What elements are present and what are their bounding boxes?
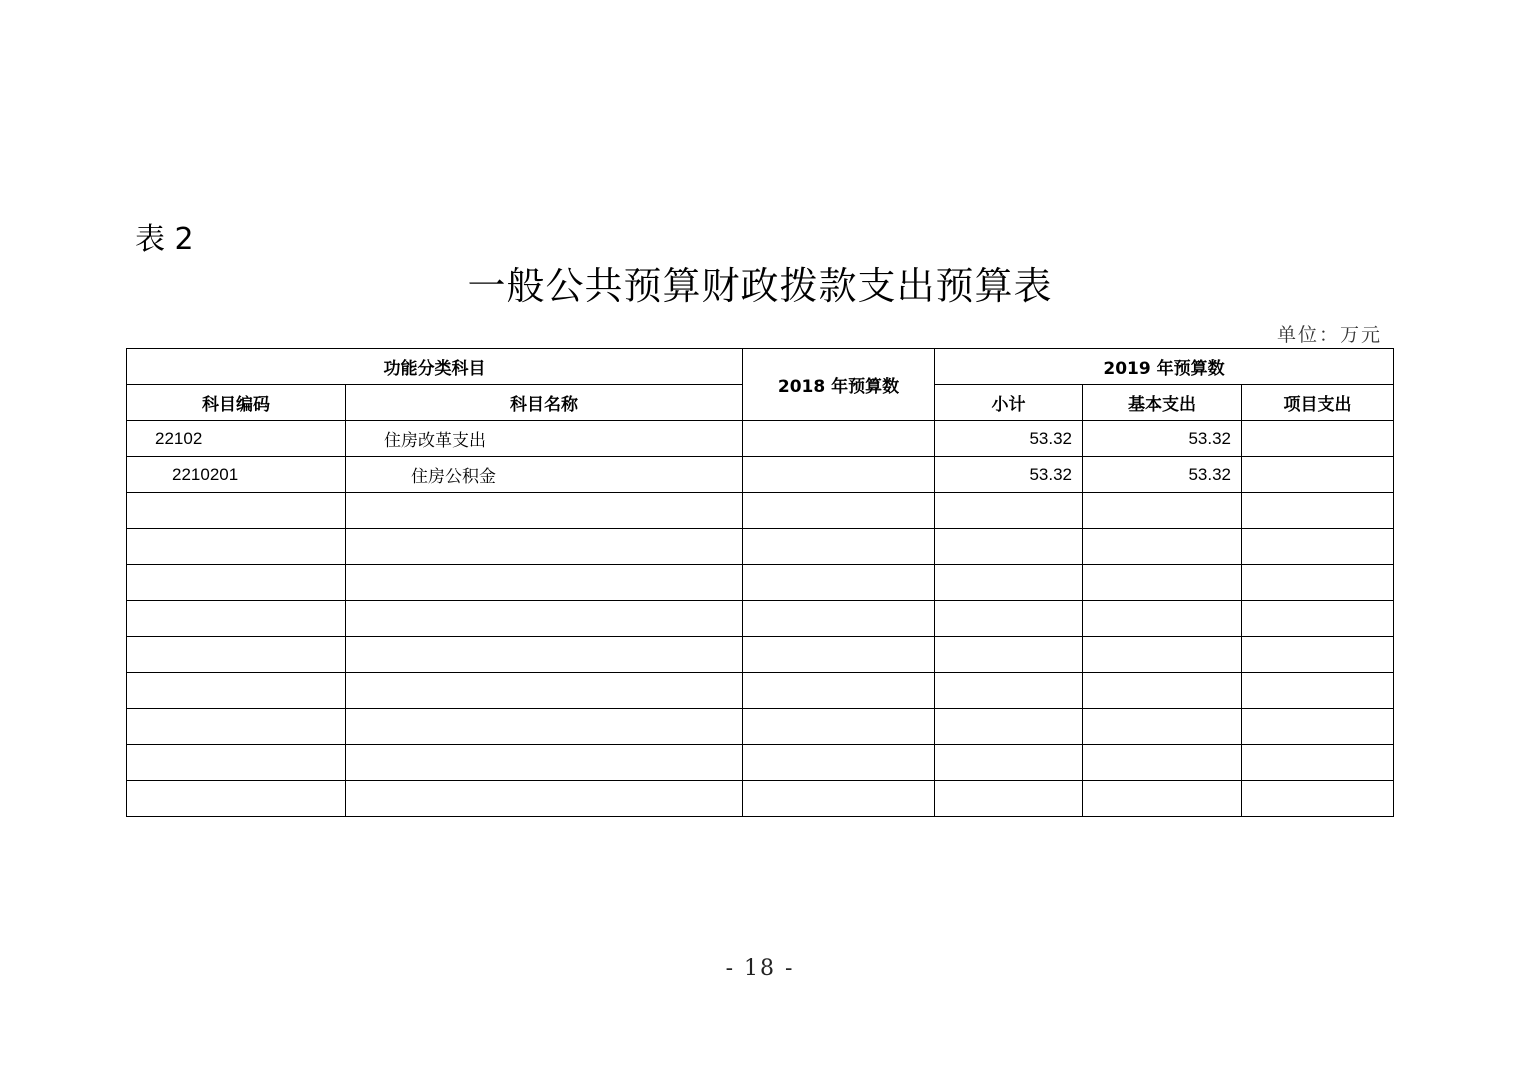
project-cell (1242, 637, 1394, 673)
subtotal-cell (935, 781, 1083, 817)
project-cell (1242, 709, 1394, 745)
project-cell (1242, 493, 1394, 529)
basic-cell (1083, 529, 1242, 565)
project-cell (1242, 601, 1394, 637)
project-cell (1242, 565, 1394, 601)
subtotal-cell: 53.32 (935, 457, 1083, 493)
project-cell (1242, 421, 1394, 457)
name-cell: 住房改革支出 (346, 421, 743, 457)
basic-cell (1083, 637, 1242, 673)
subtotal-cell (935, 709, 1083, 745)
project-cell (1242, 529, 1394, 565)
code-cell (127, 637, 346, 673)
code-cell (127, 709, 346, 745)
empty-table-row (127, 565, 1394, 601)
unit-note: 单位：万元 (1276, 324, 1382, 346)
subtotal-header: 小计 (935, 385, 1083, 421)
code-cell (127, 529, 346, 565)
name-cell (346, 673, 743, 709)
empty-table-row (127, 529, 1394, 565)
prior-cell (743, 529, 935, 565)
name-cell (346, 781, 743, 817)
code-header: 科目编码 (127, 385, 346, 421)
budget-table (126, 348, 1394, 817)
empty-table-row (127, 709, 1394, 745)
subtotal-cell (935, 565, 1083, 601)
basic-cell (1083, 601, 1242, 637)
code-cell: 22102 (127, 421, 346, 457)
prior-year-header: 2018 年预算数 (743, 349, 935, 421)
prior-cell (743, 709, 935, 745)
prior-cell (743, 745, 935, 781)
code-cell: 2210201 (127, 457, 346, 493)
code-cell (127, 781, 346, 817)
basic-cell (1083, 673, 1242, 709)
subtotal-cell (935, 601, 1083, 637)
name-cell (346, 637, 743, 673)
document-title: 一般公共预算财政拨款支出预算表 (467, 264, 1053, 308)
code-cell (127, 673, 346, 709)
name-header: 科目名称 (346, 385, 743, 421)
current-year-header: 2019 年预算数 (935, 349, 1394, 385)
basic-cell (1083, 745, 1242, 781)
project-cell (1242, 781, 1394, 817)
page-number: - 18 - (725, 956, 795, 981)
table-row (127, 457, 1394, 493)
prior-cell (743, 565, 935, 601)
table-row (127, 421, 1394, 457)
prior-cell (743, 421, 935, 457)
prior-cell (743, 637, 935, 673)
basic-cell (1083, 709, 1242, 745)
code-cell (127, 601, 346, 637)
subtotal-cell (935, 493, 1083, 529)
subtotal-cell (935, 745, 1083, 781)
empty-table-row (127, 601, 1394, 637)
project-cell (1242, 457, 1394, 493)
basic-cell: 53.32 (1083, 421, 1242, 457)
header-row-1 (127, 349, 1394, 385)
project-cell (1242, 673, 1394, 709)
prior-cell (743, 457, 935, 493)
function-group-header: 功能分类科目 (127, 349, 743, 385)
table-body (127, 421, 1394, 817)
code-cell (127, 565, 346, 601)
code-cell (127, 745, 346, 781)
basic-cell: 53.32 (1083, 457, 1242, 493)
subtotal-cell (935, 529, 1083, 565)
basic-header: 基本支出 (1083, 385, 1242, 421)
prior-cell (743, 493, 935, 529)
name-cell: 住房公积金 (346, 457, 743, 493)
name-cell (346, 601, 743, 637)
empty-table-row (127, 781, 1394, 817)
code-cell (127, 493, 346, 529)
basic-cell (1083, 493, 1242, 529)
prior-cell (743, 673, 935, 709)
empty-table-row (127, 673, 1394, 709)
basic-cell (1083, 781, 1242, 817)
name-cell (346, 709, 743, 745)
prior-cell (743, 781, 935, 817)
name-cell (346, 493, 743, 529)
basic-cell (1083, 565, 1242, 601)
project-cell (1242, 745, 1394, 781)
empty-table-row (127, 637, 1394, 673)
name-cell (346, 565, 743, 601)
project-header: 项目支出 (1242, 385, 1394, 421)
empty-table-row (127, 493, 1394, 529)
empty-table-row (127, 745, 1394, 781)
table-number-label: 表 2 (135, 222, 194, 257)
subtotal-cell (935, 637, 1083, 673)
subtotal-cell (935, 673, 1083, 709)
name-cell (346, 529, 743, 565)
name-cell (346, 745, 743, 781)
prior-cell (743, 601, 935, 637)
subtotal-cell: 53.32 (935, 421, 1083, 457)
